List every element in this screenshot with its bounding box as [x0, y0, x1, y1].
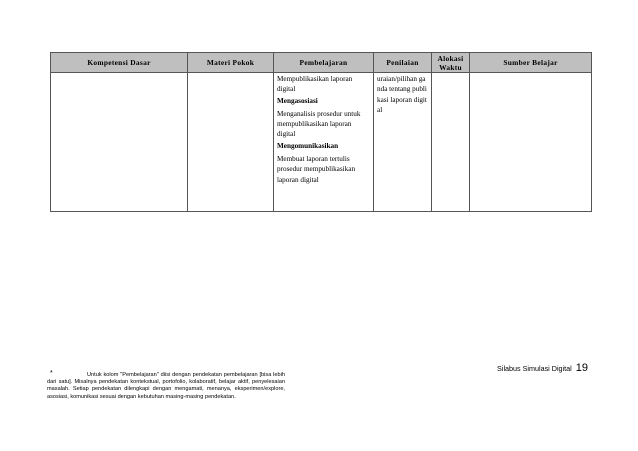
header-materi-pokok: Materi Pokok [188, 53, 274, 73]
footnote [47, 372, 285, 401]
pembelajaran-heading-mengomunikasikan: Mengomunikasikan [277, 141, 339, 150]
cell-pembelajaran [274, 73, 374, 212]
header-kompetensi-dasar: Kompetensi Dasar [51, 53, 188, 73]
table-row [51, 73, 592, 212]
footer-title: Silabus Simulasi Digital [497, 364, 572, 373]
pembelajaran-text: Membuat laporan tertulis prosedur mempublikasikan laporan digital [277, 155, 356, 184]
header-pembelajaran: Pembelajaran [274, 53, 374, 73]
page-number: 19 [575, 362, 588, 374]
cell-alokasi-waktu [432, 73, 470, 212]
pembelajaran-text: Mempublikasikan laporan digital [277, 75, 353, 94]
page-footer [497, 362, 588, 374]
cell-sumber-belajar [470, 73, 592, 212]
header-sumber-belajar: Sumber Belajar [470, 53, 592, 73]
cell-penilaian: uraian/pilihan ganda tentang publikasi laporan digital [374, 73, 432, 212]
pembelajaran-heading-mengasosiasi: Mengasosiasi [277, 96, 318, 105]
footnote-text: Untuk kolom "Pembelajaran" diisi dengan pendekatan pembelajaran [bisa lebih dari satu]. Misalnya pendekatan kontekstual, portofolio, kolaboratif, belajar aktif, penyelesaian masalah. Setiap pendekatan dilengkapi dengan mengamati, menanya, eksperimen/explore, asosiasi, komunikasi sesuai dengan kebutuhan masing-masing pendekatan. [47, 372, 285, 400]
syllabus-table [50, 52, 592, 212]
footnote-marker: * [50, 370, 53, 377]
cell-kompetensi-dasar [51, 73, 188, 212]
header-penilaian: Penilaian [374, 53, 432, 73]
cell-materi-pokok [188, 73, 274, 212]
pembelajaran-text: Menganalisis prosedur untuk mempublikasikan laporan digital [277, 109, 361, 139]
header-alokasi-waktu: Alokasi Waktu [432, 53, 470, 73]
table-header-row [51, 53, 592, 73]
